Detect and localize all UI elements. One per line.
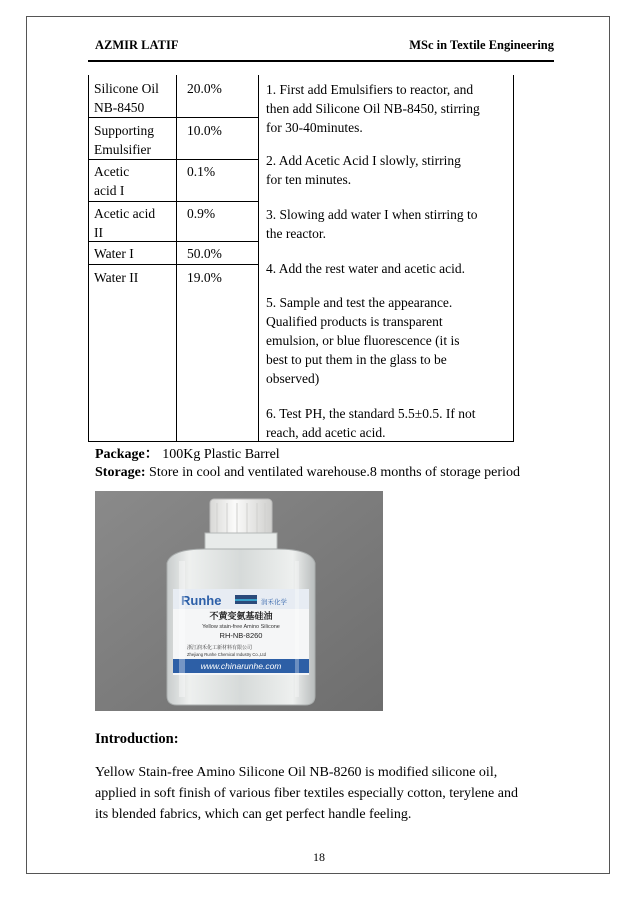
table-row-divider — [88, 159, 258, 160]
package-info — [95, 443, 280, 463]
step-line: 3. Slowing add water I when stirring to — [266, 207, 478, 222]
paragraph-line: its blended fabrics, which can get perfect handle feeling. — [95, 807, 412, 822]
label-name-en: Yellow stain-free Amino Silicone — [202, 624, 280, 630]
ingredient-cell — [94, 162, 129, 200]
ingredient-text: Acetic acid — [94, 206, 156, 221]
step-line: 6. Test PH, the standard 5.5±0.5. If not — [266, 406, 476, 421]
header-author: AZMIR LATIF — [95, 38, 179, 52]
percent-cell: 20.0% — [187, 81, 222, 96]
ingredient-cell — [94, 121, 154, 159]
step-line: for 30-40minutes. — [266, 120, 363, 135]
table-column-divider — [176, 75, 177, 442]
table-border-right — [513, 75, 514, 442]
formula-table — [88, 75, 514, 442]
ingredient-text: acid I — [94, 183, 125, 198]
procedure-step-6 — [266, 404, 511, 442]
ingredient-cell — [94, 268, 138, 287]
table-column-divider — [258, 75, 259, 442]
step-line: the reactor. — [266, 226, 326, 241]
paragraph-line: applied in soft finish of various fiber textiles especially cotton, terylene and — [95, 786, 518, 801]
package-label: Package： — [95, 447, 159, 462]
package-text: 100Kg Plastic Barrel — [162, 447, 280, 462]
table-row-divider — [88, 117, 258, 118]
table-border-left — [88, 75, 89, 442]
step-line: 4. Add the rest water and acetic acid. — [266, 261, 466, 276]
ingredient-text: Water I — [94, 246, 134, 261]
label-maker-cn: 浙江润禾化工新材料有限公司 — [187, 645, 253, 651]
ingredient-cell — [94, 79, 159, 117]
paragraph-line: Yellow Stain-free Amino Silicone Oil NB-8260 is modified silicone oil, — [95, 765, 498, 780]
ingredient-text: NB-8450 — [94, 100, 145, 115]
percent-cell: 50.0% — [187, 246, 222, 261]
silicone-oil-bottle-image — [95, 491, 383, 711]
storage-label: Storage: — [95, 465, 146, 480]
ingredient-text: Silicone Oil — [94, 81, 159, 96]
percent-cell: 19.0% — [187, 270, 222, 285]
step-line: 2. Add Acetic Acid I slowly, stirring — [266, 153, 461, 168]
ingredient-cell — [94, 244, 134, 263]
storage-info — [95, 465, 520, 481]
step-line: then add Silicone Oil NB-8450, stirring — [266, 101, 480, 116]
product-photo — [95, 491, 383, 711]
storage-text: Store in cool and ventilated warehouse.8 months of storage period — [149, 465, 520, 480]
label-brand: Runhe — [181, 593, 222, 608]
procedure-step-2 — [266, 151, 511, 189]
label-code: RH-NB-8260 — [219, 631, 263, 640]
step-line: best to put them in the glass to be — [266, 352, 447, 367]
step-line: for ten minutes. — [266, 172, 352, 187]
step-line: 5. Sample and test the appearance. — [266, 295, 453, 310]
procedure-step-1 — [266, 80, 511, 137]
introduction-paragraph — [95, 762, 565, 825]
ingredient-text: Water II — [94, 270, 139, 285]
table-row-divider — [88, 201, 258, 202]
header-program: MSc in Textile Engineering — [409, 38, 554, 52]
percent-cell: 0.9% — [187, 206, 216, 221]
label-name-cn: 不黄变氨基硅油 — [209, 612, 273, 622]
ingredient-cell — [94, 204, 155, 242]
procedure-step-4 — [266, 259, 511, 278]
label-company-cn: 润禾化学 — [261, 598, 287, 606]
step-line: 1. First add Emulsifiers to reactor, and — [266, 82, 474, 97]
step-line: observed) — [266, 371, 320, 386]
procedure-step-3 — [266, 205, 511, 243]
step-line: reach, add acetic acid. — [266, 425, 386, 440]
percent-cell: 0.1% — [187, 164, 216, 179]
ingredient-text: II — [94, 225, 103, 240]
label-maker-en: Zhejiang Runhe Chemical Industry Co.,Ltd — [187, 652, 266, 657]
procedure-step-5 — [266, 293, 511, 388]
step-line: Qualified products is transparent — [266, 314, 443, 329]
page-number: 18 — [313, 850, 325, 864]
introduction-heading: Introduction: — [95, 731, 179, 747]
ingredient-text: Acetic — [94, 164, 130, 179]
header-rule — [88, 60, 554, 64]
ingredient-text: Supporting — [94, 123, 155, 138]
ingredient-text: Emulsifier — [94, 142, 151, 157]
step-line: emulsion, or blue fluorescence (it is — [266, 333, 460, 348]
percent-cell: 10.0% — [187, 123, 222, 138]
table-row-divider — [88, 264, 258, 265]
label-website: www.chinarunhe.com — [200, 661, 282, 671]
